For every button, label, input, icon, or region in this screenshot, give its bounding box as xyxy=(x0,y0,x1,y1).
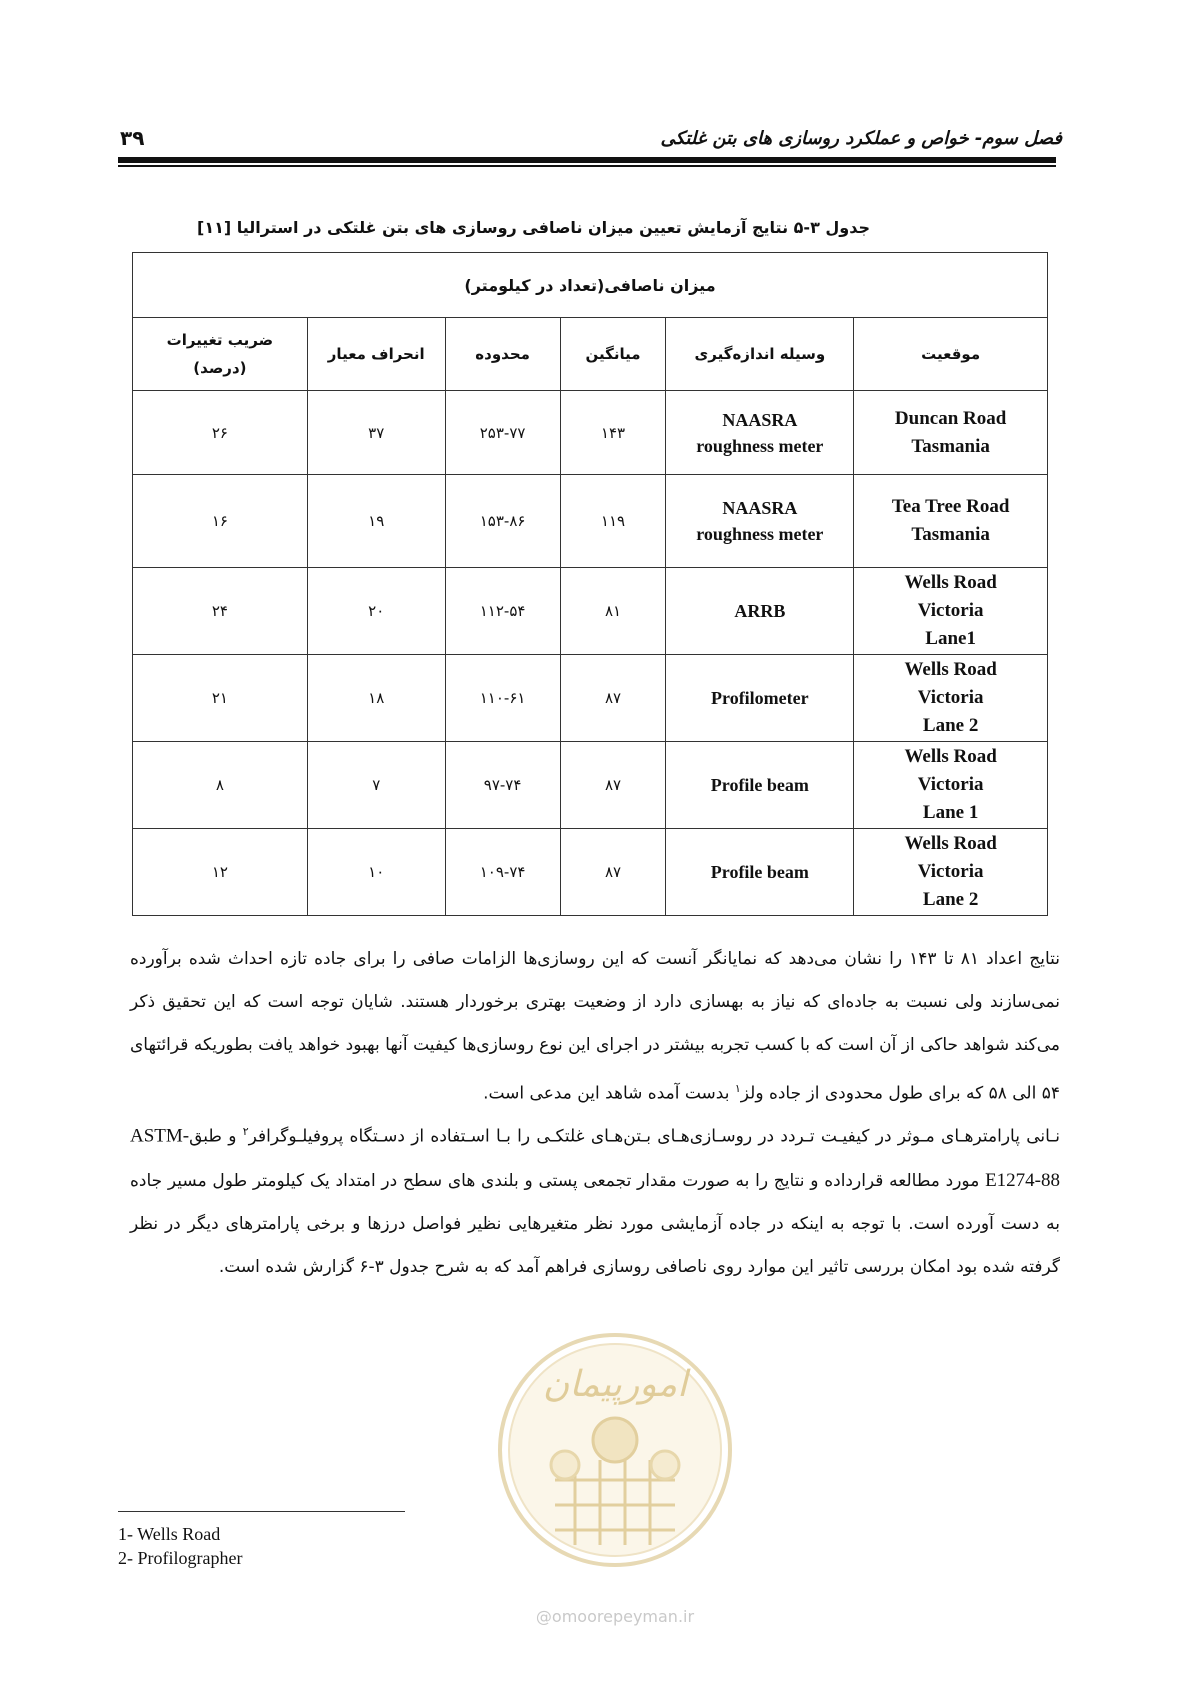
cell-range: ۱۰۹-۷۴ xyxy=(445,829,560,916)
astm-standard: ASTM-E1274-88 xyxy=(130,1125,1060,1191)
cell-location: Duncan Road Tasmania xyxy=(854,391,1048,475)
table-row xyxy=(133,655,1048,742)
cell-mean: ۱۱۹ xyxy=(560,475,666,568)
cell-std-dev: ۳۷ xyxy=(307,391,445,475)
cell-instrument: ARRB xyxy=(666,568,854,655)
cell-mean: ۸۷ xyxy=(560,655,666,742)
cell-location: Wells Road Victoria Lane 2 xyxy=(854,655,1048,742)
table-row xyxy=(133,475,1048,568)
cell-cv: ۱۲ xyxy=(133,829,308,916)
cell-range: ۱۱۰-۶۱ xyxy=(445,655,560,742)
cell-range: ۹۷-۷۴ xyxy=(445,742,560,829)
col-header-instrument: وسیله اندازه‌گیری xyxy=(666,318,854,391)
cell-instrument: Profilometer xyxy=(666,655,854,742)
table-row xyxy=(133,391,1048,475)
cell-std-dev: ۲۰ xyxy=(307,568,445,655)
table-row xyxy=(133,568,1048,655)
footnote-rule xyxy=(118,1511,405,1512)
cell-range: ۲۵۳-۷۷ xyxy=(445,391,560,475)
roughness-table xyxy=(132,252,1048,916)
header-rule-thin xyxy=(118,165,1056,167)
footnote-2: 2- Profilographer xyxy=(118,1548,243,1568)
page-number: ۳۹ xyxy=(120,126,145,150)
cell-std-dev: ۱۹ xyxy=(307,475,445,568)
cell-location: Wells Road Victoria Lane 2 xyxy=(854,829,1048,916)
cell-instrument: Profile beam xyxy=(666,829,854,916)
col-header-std-dev: انحراف معیار xyxy=(307,318,445,391)
cell-cv: ۱۶ xyxy=(133,475,308,568)
cell-location: Wells Road Victoria Lane1 xyxy=(854,568,1048,655)
cell-mean: ۸۷ xyxy=(560,829,666,916)
cell-cv: ۲۴ xyxy=(133,568,308,655)
cell-mean: ۱۴۳ xyxy=(560,391,666,475)
paragraph-2: نـانی پارامترهـای مـوثر در کیفیـت تـردد در روسـازی‌هـای بـتن‌هـای غلتکـی را بـا اسـتفاده از دسـتگاه پروفیلـوگرافر$^۲$ و طبقASTM-E1274-88 مورد مطالعه قرارداده و نتایج را به صورت مقدار تجمعی پستی و بلندی های سطح در امتداد یک کیلومتر طول مسیر جاده به دست آورده است. با توجه به اینکه در جاده آزمایشی مورد نظر متغیرهایی نظیر فواصل درزها و برخی پارامترهای دیگر در نظر گرفته شده بود امکان بررسی تاثیر این موارد روی ناصافی روسازی فراهم آمد که به شرح جدول ۳-۶ گزارش شده است. xyxy=(130,1125,1060,1277)
watermark-logo xyxy=(495,1330,735,1630)
cell-mean: ۸۱ xyxy=(560,568,666,655)
cell-location: Wells Road Victoria Lane 1 xyxy=(854,742,1048,829)
cell-std-dev: ۱۰ xyxy=(307,829,445,916)
cell-cv: ۸ xyxy=(133,742,308,829)
footnote-1: 1- Wells Road xyxy=(118,1524,221,1544)
header-rule-thick xyxy=(118,157,1056,163)
col-header-range: محدوده xyxy=(445,318,560,391)
cell-instrument: NAASRA roughness meter xyxy=(666,391,854,475)
table-title: میزان ناصافی(تعداد در کیلومتر) xyxy=(133,253,1048,318)
cell-range: ۱۱۲-۵۴ xyxy=(445,568,560,655)
cell-instrument: Profile beam xyxy=(666,742,854,829)
cell-range: ۱۵۳-۸۶ xyxy=(445,475,560,568)
col-header-mean: میانگین xyxy=(560,318,666,391)
cell-cv: ۲۶ xyxy=(133,391,308,475)
table-caption: جدول ۳-۵ نتایج آزمایش تعیین میزان ناصافی روسازی های بتن غلتکی در استرالیا [۱۱] xyxy=(197,218,870,237)
col-header-location: موقعیت xyxy=(854,318,1048,391)
table-row xyxy=(133,829,1048,916)
page-header-title: فصل سوم- خواص و عملکرد روسازی های بتن غلتکی xyxy=(660,128,1062,149)
watermark-seal-icon xyxy=(495,1330,735,1630)
watermark-brand: امورپیمان xyxy=(542,1364,688,1405)
cell-location: Tea Tree Road Tasmania xyxy=(854,475,1048,568)
table-row xyxy=(133,742,1048,829)
cell-std-dev: ۷ xyxy=(307,742,445,829)
footnote-ref-1: ۱ xyxy=(734,1082,741,1095)
cell-mean: ۸۷ xyxy=(560,742,666,829)
cell-cv: ۲۱ xyxy=(133,655,308,742)
footnote-ref-2: ۲ xyxy=(242,1125,249,1138)
cell-instrument: NAASRA roughness meter xyxy=(666,475,854,568)
col-header-cv: ضریب تغییرات (درصد) xyxy=(133,318,308,391)
paragraph-1: نتایج اعداد ۸۱ تا ۱۴۳ را نشان می‌دهد که نمایانگر آنست که این روسازی‌ها الزامات صافی را برای جاده تازه احداث شده برآورده نمی‌سازند ولی نسبت به جاده‌ای که نیاز به بهسازی دارد از وضعیت بهتری برخوردار هستند. شایان توجه است که این تحقیق ذکر می‌کند شواهد حاکی از آن است که با کسب تجربه بیشتر در اجرای این نوع روسازی‌ها کیفیت آنها بهبود خواهد یافت بطوریکه قرائتهای ۵۴ الی ۵۸ که برای طول محدودی از جاده ولز$^۱$ بدست آمده شاهد این مدعی است. xyxy=(130,949,1061,1104)
cell-std-dev: ۱۸ xyxy=(307,655,445,742)
watermark-site: @omoorepeyman.ir xyxy=(535,1607,695,1626)
